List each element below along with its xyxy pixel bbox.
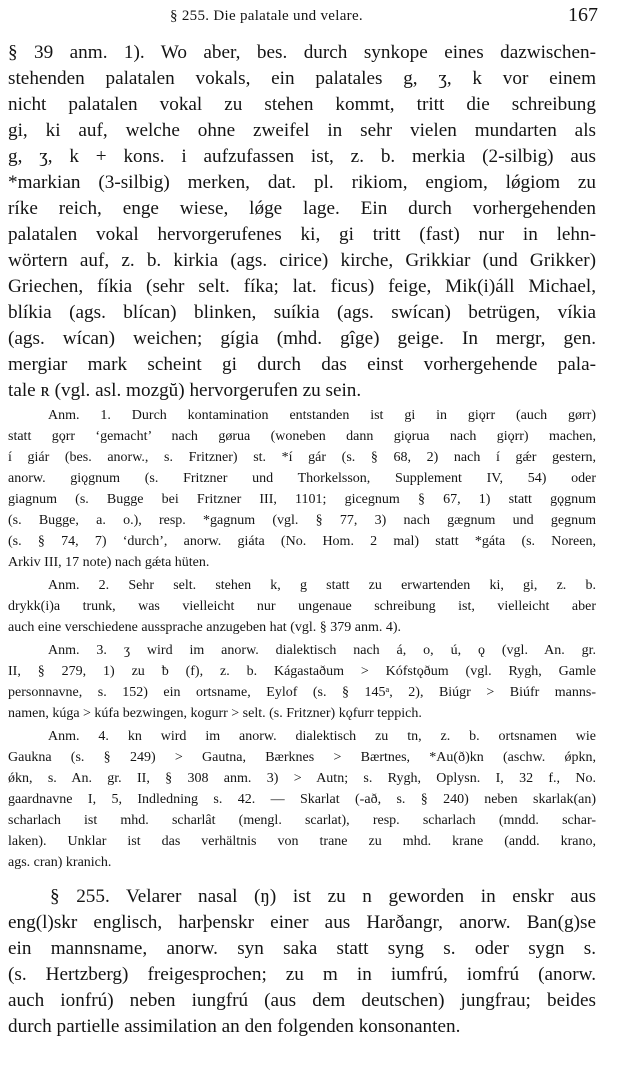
text-line: stehenden palatalen vokals, ein palatales g, ʒ, k vor einem — [8, 68, 596, 89]
note-line: í giár (bes. anorw., s. Fritzner) st. *í gár (s. § 68, 2) nach í gǽr gestern, — [8, 450, 596, 465]
note-line: personnavne, s. 152) ein ortsname, Eylof (s. § 145ᵃ, 2), Biúgr > Biúfr manns- — [8, 685, 596, 700]
text-line: § 39 anm. 1). Wo aber, bes. durch synkope eines dazwischen- — [8, 42, 596, 63]
text-line: gi, ki auf, welche ohne zweifel in sehr vielen mundarten als — [8, 120, 596, 141]
text-line: nicht palatalen vokal zu stehen kommt, tritt die schreibung — [8, 94, 596, 115]
note-line: Anm. 2. Sehr selt. stehen k, g statt zu erwartenden ki, gi, z. b. — [48, 578, 596, 593]
page-header — [0, 4, 620, 30]
note-line: ags. cran) kranich. — [8, 855, 112, 870]
text-line: wörtern auf, z. b. kirkia (ags. cirice) kirche, Grikkiar (und Grikker) — [8, 250, 596, 271]
note-line: giagnum (s. Bugge bei Fritzner III, 1101; gicegnum § 67, 1) statt gǫgnum — [8, 492, 596, 507]
note-line: Gaukna (s. § 249) > Gautna, Bærknes > Bærtnes, *Au(ð)kn (aschw. ǿpkn, — [8, 750, 596, 765]
note-line: laken). Unklar ist das verhältnis von trane zu mhd. krane (andd. krano, — [8, 834, 596, 849]
text-line: (ags. wícan) weichen; gígia (mhd. gîge) geige. In mergr, gen. — [8, 328, 596, 349]
note-line: gaardnavne I, 5, Indledning s. 42. — Skarlat (-að, s. § 240) neben skarlak(an) — [8, 792, 596, 807]
note-line: statt gǫrr ‘gemacht’ nach gørua (woneben dann giǫrua nach giǫrr) machen, — [8, 429, 596, 444]
running-head: § 255. Die palatale und velare. — [170, 8, 363, 24]
note-line: ǿkn, s. An. gr. II, § 308 anm. 3) > Autn; s. Rygh, Oplysn. I, 32 f., No. — [8, 771, 596, 786]
page-number: 167 — [568, 4, 598, 26]
note-line: anorw. giǫgnum (s. Fritzner und Thorkelsson, Supplement IV, 54) oder — [8, 471, 596, 486]
text-line: ríke reich, enge wiese, lǿge lage. Ein durch vorhergehenden — [8, 198, 596, 219]
note-line: auch eine verschiedene aussprache anzugeben hat (vgl. § 379 anm. 4). — [8, 620, 402, 635]
text-line: mergiar mark scheint gi durch das einst vorhergehende pala- — [8, 354, 596, 375]
note-line: II, § 279, 1) zu ƀ (f), z. b. Kágastaðum > Kófstǫðum (vgl. Rygh, Gamle — [8, 664, 596, 679]
note-line: Anm. 3. ʒ wird im anorw. dialektisch nach á, o, ú, ǫ (vgl. An. gr. — [48, 643, 596, 658]
note-line: Arkiv III, 17 note) nach gǽta hüten. — [8, 555, 210, 570]
note-line: scharlach ist mhd. scharlât (mengl. scarlat), resp. scharlach (mndd. schar- — [8, 813, 596, 828]
text-line: auch ionfrú) neben iungfrú (aus dem deutschen) jungfrau; beides — [8, 990, 596, 1011]
text-line: (s. Hertzberg) freigesprochen; zu m in iumfrú, iomfrú (anorw. — [8, 964, 596, 985]
text-line: durch partielle assimilation an den folgenden konsonanten. — [8, 1016, 461, 1037]
text-line: palatalen vokal hervorgerufenes ki, gi tritt (fast) nur in lehn- — [8, 224, 596, 245]
text-line: Griechen, fíkia (sehr selt. fíka; lat. ficus) feige, Mik(i)áll Michael, — [8, 276, 596, 297]
note-line: Anm. 4. kn wird im anorw. dialektisch zu tn, z. b. ortsnamen wie — [48, 729, 596, 744]
text-line: tale ʀ (vgl. asl. mozgŭ) hervorgerufen zu sein. — [8, 380, 362, 401]
note-line: Anm. 1. Durch kontamination entstanden ist gi in giǫrr (auch gørr) — [48, 408, 596, 423]
text-line: ein mannsname, anorw. syn saka statt syng s. oder sygn s. — [8, 938, 596, 959]
text-line: § 255. Velarer nasal (ŋ) ist zu n geworden in enskr aus — [50, 886, 596, 907]
note-line: (s. Bugge, a. o.), resp. *gagnum (vgl. § 77, 3) nach gægnum und gegnum — [8, 513, 596, 528]
text-line: g, ʒ, k + kons. i aufzufassen ist, z. b. merkia (2-silbig) aus — [8, 146, 596, 167]
text-line: eng(l)skr englisch, harþenskr einer aus Harðangr, anorw. Ban(g)se — [8, 912, 596, 933]
note-line: namen, kúga > kúfa bezwingen, kogurr > selt. (s. Fritzner) kǫfurr teppich. — [8, 706, 422, 721]
text-line: blíkia (ags. blícan) blinken, suíkia (ags. swícan) betrügen, víkia — [8, 302, 596, 323]
text-line: *markian (3-silbig) merken, dat. pl. rikiom, engiom, lǿgiom zu — [8, 172, 596, 193]
note-line: drykk(i)a trunk, was vielleicht nur ungenaue schreibung ist, vielleicht aber — [8, 599, 596, 614]
note-line: (s. § 74, 7) ‘durch’, anorw. giáta (No. Hom. 2 mal) statt *gáta (s. Noreen, — [8, 534, 596, 549]
